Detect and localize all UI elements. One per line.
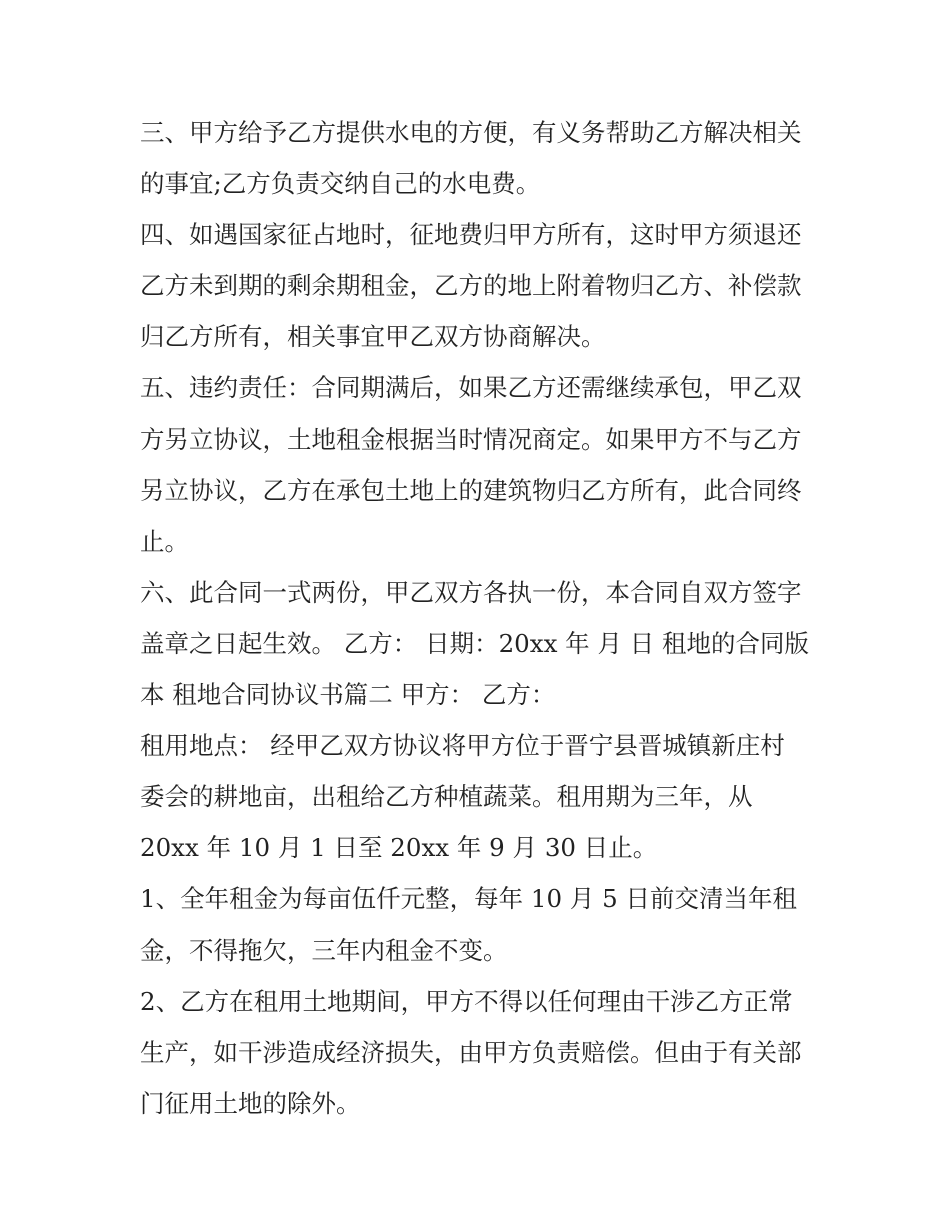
text-line: 1、全年租金为每亩伍仟元整，每年 10 月 5 日前交清当年租 [140,884,797,914]
text-line: 租用地点： 经甲乙双方协议将甲方位于晋宁县晋城镇新庄村 [140,731,785,761]
text-line: 五、违约责任：合同期满后，如果乙方还需继续承包，甲乙双 [140,373,802,403]
text-line: 方另立协议，土地租金根据当时情况商定。如果甲方不与乙方 [140,424,802,454]
text-line: 止。 [140,526,189,556]
paragraph-clause-3 [140,107,820,209]
text-line: 生产，如干涉造成经济损失，由甲方负责赔偿。但由于有关部 [140,1037,802,1067]
paragraph-clause-4 [140,209,820,362]
text-line: 另立协议，乙方在承包土地上的建筑物归乙方所有，此合同终 [140,475,802,505]
document-body [140,107,820,1129]
text-line: 本 租地合同协议书篇二 甲方： 乙方： [140,680,556,710]
paragraph-clause-5 [140,362,820,566]
text-line: 盖章之日起生效。 乙方： 日期：20xx 年 月 日 租地的合同版 [140,628,810,658]
text-line: 委会的耕地亩，出租给乙方种植蔬菜。租用期为三年，从 [140,782,753,812]
text-line: 四、如遇国家征占地时，征地费归甲方所有，这时甲方须退还 [140,220,802,250]
paragraph-item-1 [140,873,820,975]
text-line: 六、此合同一式两份，甲乙双方各执一份，本合同自双方签字 [140,577,802,607]
paragraph-item-2 [140,976,820,1129]
paragraph-rental-location [140,720,820,873]
text-line: 金，不得拖欠，三年内租金不变。 [140,935,508,965]
text-line: 2、乙方在租用土地期间，甲方不得以任何理由干涉乙方正常 [140,986,793,1016]
text-line: 门征用土地的除外。 [140,1088,361,1118]
text-line: 的事宜;乙方负责交纳自己的水电费。 [140,169,541,199]
text-line: 20xx 年 10 月 1 日至 20xx 年 9 月 30 日止。 [140,833,658,863]
paragraph-clause-6 [140,567,820,720]
text-line: 归乙方所有，相关事宜甲乙双方协商解决。 [140,322,606,352]
text-line: 乙方未到期的剩余期租金，乙方的地上附着物归乙方、补偿款 [140,271,802,301]
text-line: 三、甲方给予乙方提供水电的方便，有义务帮助乙方解决相关 [140,118,802,147]
